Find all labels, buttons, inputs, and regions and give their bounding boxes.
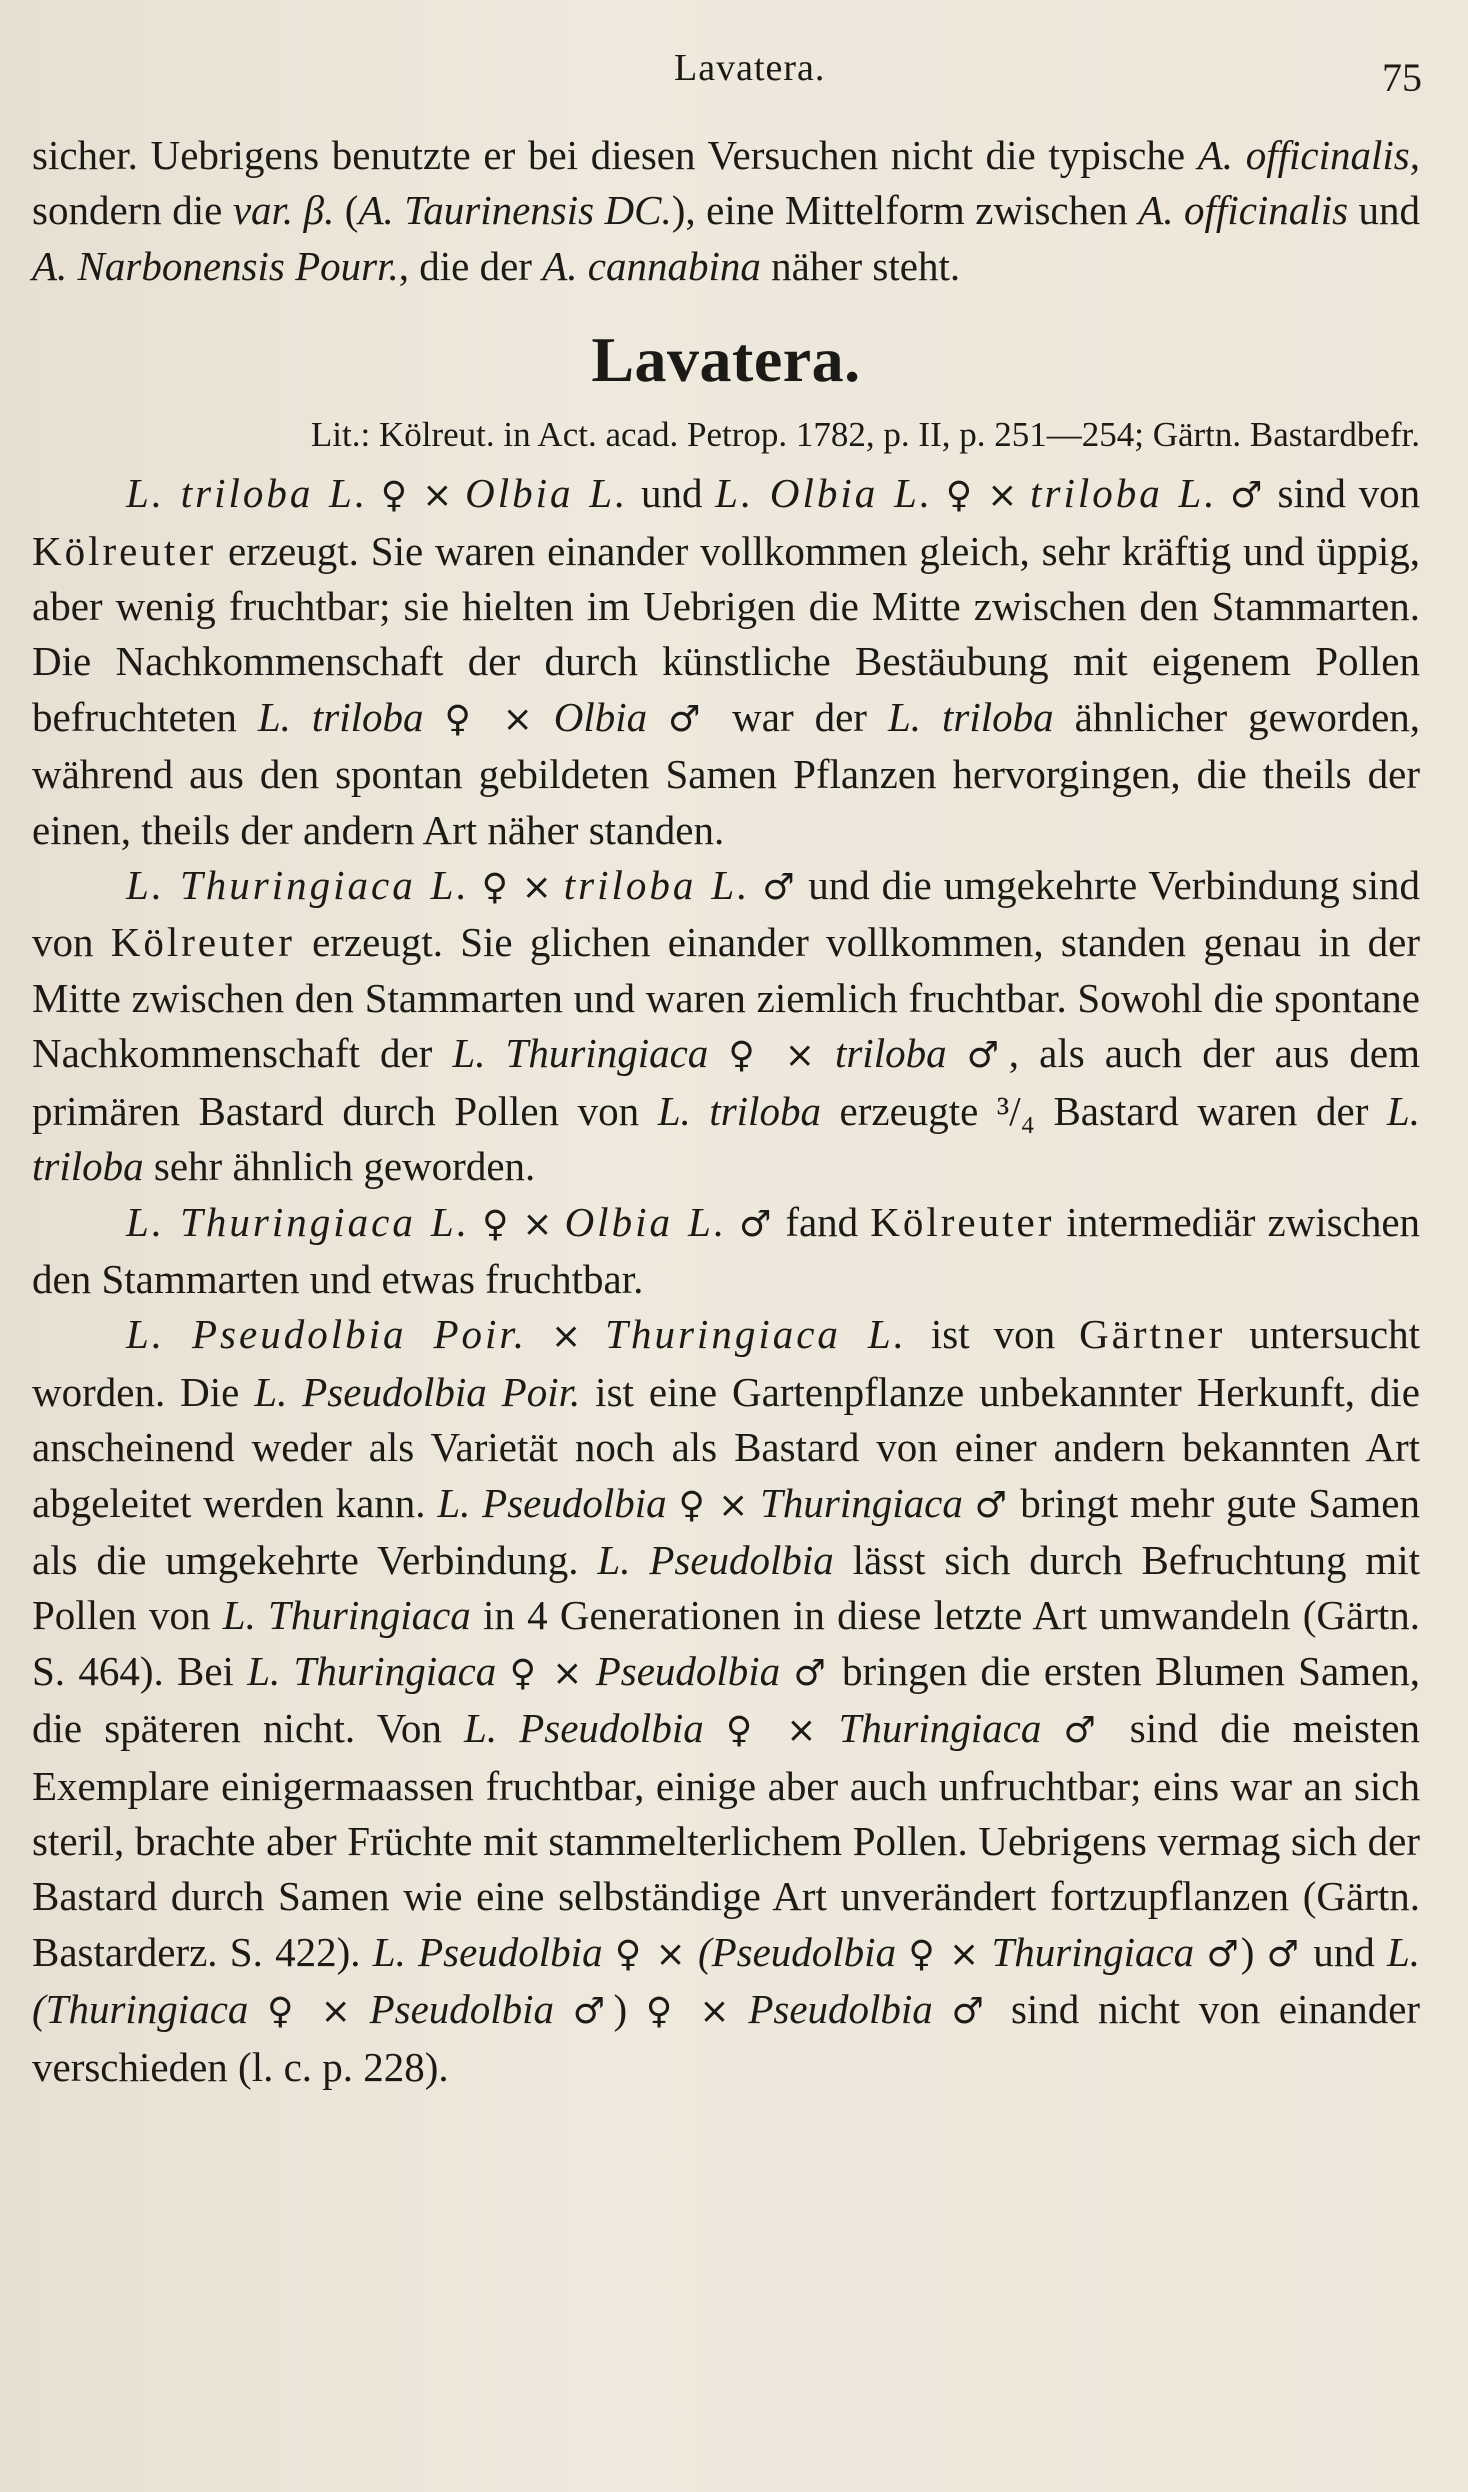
female-symbol: ♀ — [444, 698, 482, 740]
cross-symbol: ⨯ — [502, 698, 533, 740]
female-symbol: ♀ — [509, 1652, 539, 1694]
section-title: Lavatera. — [591, 324, 861, 396]
male-symbol: ♂ — [1230, 475, 1265, 517]
running-title: Lavatera. — [674, 47, 826, 89]
cross-symbol: ⨯ — [786, 1710, 817, 1752]
female-symbol: ♀ — [380, 475, 410, 517]
male-symbol: ♂ — [951, 1991, 993, 2033]
cross-symbol: ⨯ — [521, 867, 552, 909]
cross-symbol: ⨯ — [987, 475, 1018, 517]
paragraph-thuringiaca-olbia: L. Thuringiaca L. ♀ ⨯ Olbia L. ♂ fand Kölreuter intermediär zwischen den Stammarten und etwas fruchtbar. — [32, 1198, 1421, 1302]
cross-symbol: ⨯ — [949, 1933, 980, 1975]
male-symbol: ♂ — [1206, 1933, 1241, 1975]
continuation-paragraph: sicher. Uebrigens benutzte er bei diesen Versuchen nicht die typische A. officinalis, sondern die var. β. (A. Taurinensis DC.), eine Mittelform zwischen A. officinalis und A. Narbonensis Pourr., die der A. cannabina näher steht. — [32, 132, 1421, 289]
cross-symbol: ⨯ — [422, 475, 453, 517]
male-symbol: ♂ — [1266, 1933, 1301, 1975]
female-symbol: ♀ — [678, 1484, 707, 1526]
female-symbol: ♀ — [728, 1035, 765, 1077]
paragraph-thuringiaca-triloba: L. Thuringiaca L. ♀ ⨯ triloba L. ♂ und die umgekehrte Verbindung sind von Kölreuter erzeugt. Sie glichen einander vollkommen, standen genau in der Mitte zwischen den Stammarten und waren ziemlich fruchtbar. Sowohl die spontane Nachkommenschaft der L. Thuringiaca ♀ ⨯ triloba ♂, als auch der aus dem primären Bastard durch Pollen von L. triloba erzeugte ³/₄ Bastard waren der L. triloba sehr ähnlich geworden. — [32, 862, 1421, 1190]
female-symbol: ♀ — [267, 1991, 302, 2033]
male-symbol: ♂ — [966, 1035, 1009, 1077]
female-symbol: ♀ — [645, 1991, 681, 2033]
male-symbol: ♂ — [668, 698, 712, 740]
male-symbol: ♂ — [974, 1484, 1009, 1526]
page-body — [32, 128, 1420, 2095]
literature-reference: Lit.: Kölreut. in Act. acad. Petrop. 1782, p. II, p. 251—254; Gärtn. Bastardbefr. — [310, 415, 1420, 455]
female-symbol: ♀ — [481, 867, 510, 909]
cross-symbol: ⨯ — [552, 1652, 583, 1694]
page-header — [0, 40, 1468, 110]
female-symbol: ♀ — [725, 1710, 765, 1752]
cross-symbol: ⨯ — [784, 1035, 815, 1077]
female-symbol: ♀ — [614, 1933, 644, 1975]
page-number: 75 — [1382, 55, 1422, 100]
male-symbol: ♂ — [793, 1652, 829, 1694]
cross-symbol: ⨯ — [655, 1933, 686, 1975]
cross-symbol: ⨯ — [699, 1991, 730, 2033]
cross-symbol: ⨯ — [551, 1316, 582, 1358]
paragraph-pseudolbia-thuringiaca: L. Pseudolbia Poir. ⨯ Thuringiaca L. ist von Gärtner untersucht worden. Die L. Pseudolbia Poir. ist eine Gartenpflanze unbekannter Herkunft, die anscheinend weder als Varietät noch als Bastard von einer andern bekannten Art abgeleitet werden kann. L. Pseudolbia ♀ ⨯ Thuringiaca ♂ bringt mehr gute Samen als die umgekehrte Verbindung. L. Pseudolbia lässt sich durch Befruchtung mit Pollen von L. Thuringiaca in 4 Generationen in diese letzte Art umwandeln (Gärtn. S. 464). Bei L. Thuringiaca ♀ ⨯ Pseudolbia ♂ bringen die ersten Blumen Samen, die späteren nicht. Von L. Pseudolbia ♀ ⨯ Thuringiaca ♂ sind die meisten Exemplare einigermaassen fruchtbar, einige aber auch unfruchtbar; eins war an sich steril, brachte aber Früchte mit stammelterlichem Pollen. Uebrigens vermag sich der Bastard durch Samen wie eine selbständige Art unverändert fortzupflanzen (Gärtn. Bastarderz. S. 422). L. Pseudolbia ♀ ⨯ (Pseudolbia ♀ ⨯ Thuringiaca ♂) ♂ und L. (Thuringiaca ♀ ⨯ Pseudolbia ♂) ♀ ⨯ Pseudolbia ♂ sind nicht von einander verschieden (l. c. p. 228). — [32, 1311, 1421, 2090]
male-symbol: ♂ — [572, 1991, 614, 2033]
cross-symbol: ⨯ — [718, 1484, 749, 1526]
male-symbol: ♂ — [1063, 1710, 1108, 1752]
female-symbol: ♀ — [945, 475, 975, 517]
paragraph-triloba-olbia: L. triloba L. ♀ ⨯ Olbia L. und L. Olbia L. ♀ ⨯ triloba L. ♂ sind von Kölreuter erzeugt. Sie waren einander vollkommen gleich, sehr kräftig und üppig, aber wenig fruchtbar; sie hielten im Uebrigen die Mitte zwischen den Stammarten. Die Nachkommenschaft der durch künstliche Bestäubung mit eigenem Pollen befruchteten L. triloba ♀ ⨯ Olbia ♂ war der L. triloba ähnlicher geworden, während aus den spontan gebildeten Samen Pflanzen hervorgingen, die theils der einen, theils der andern Art näher standen. — [32, 470, 1421, 853]
cross-symbol: ⨯ — [522, 1203, 553, 1245]
cross-symbol: ⨯ — [320, 1991, 351, 2033]
female-symbol: ♀ — [908, 1933, 937, 1975]
male-symbol: ♂ — [739, 1203, 774, 1245]
male-symbol: ♂ — [762, 867, 797, 909]
female-symbol: ♀ — [482, 1203, 511, 1245]
